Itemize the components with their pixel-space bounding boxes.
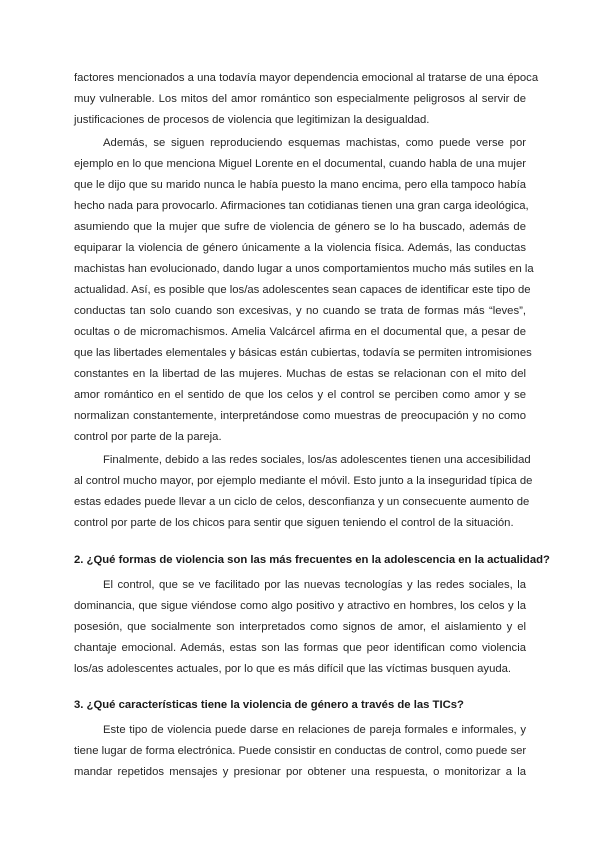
text-line: actualidad. Así, es posible que los/as adolescentes sean capaces de identificar este tipo de [74,284,531,296]
text-line: tiene lugar de forma electrónica. Puede consistir en conductas de control, como puede ser [74,745,527,757]
text-line: que las libertades elementales y básicas están cubiertas, todavía se permiten intromisiones [74,347,532,359]
text-line: ocultas o de micromachismos. Amelia Valcárcel afirma en el documental que, a pesar de [74,326,526,338]
text-line: hecho nada para provocarlo. Afirmaciones tan cotidianas tienen una gran carga ideológica, [74,200,529,212]
text-line: ejemplo en lo que menciona Miguel Lorente en el documental, cuando habla de una mujer [74,158,526,170]
text-line: al control mucho mayor, por ejemplo mediante el móvil. Esto junto a la inseguridad típica de [74,475,533,487]
text-line: conductas tan solo cuando son excesivas, y no cuando se trata de formas más “leves”, [74,305,526,317]
text-line: control por parte de los chicos para sentir que siguen teniendo el control de la situación. [74,517,514,529]
text-line: amor romántico en el sentido de que los celos y el control se perciben como amor y se [74,389,526,401]
text-line: equiparar la violencia de género únicamente a la violencia física. Además, las conductas [74,242,526,254]
text-line: control por parte de la pareja. [74,431,222,443]
text-line: chantaje emocional. Además, estas son las formas que peor identifican como violencia [74,642,526,654]
text-line: los/as adolescentes actuales, por lo que es más difícil que las víctimas busquen ayuda. [74,663,512,675]
section-2-heading: 2. ¿Qué formas de violencia son las más frecuentes en la adolescencia en la actualidad? [74,554,550,566]
text-line: mandar repetidos mensajes y presionar por obtener una respuesta, o monitorizar a la [74,766,526,778]
text-line: muy vulnerable. Los mitos del amor romántico son especialmente peligrosos al servir de [74,93,526,105]
text-line: Además, se siguen reproduciendo esquemas machistas, como puede verse por [103,137,526,149]
text-line: normalizan constantemente, interpretándose como muestras de preocupación y no como [74,410,526,422]
text-line: posesión, que socialmente son interpretados como signos de amor, el aislamiento y el [74,621,526,633]
text-line: que le dijo que su marido nunca le había puesto la mano encima, pero ella tampoco había [74,179,526,191]
text-line: machistas han evolucionado, dando lugar a unos comportamientos mucho más sutiles en la [74,263,534,275]
text-line: Finalmente, debido a las redes sociales, los/as adolescentes tienen una accesibilidad [103,454,531,466]
text-line: estas edades puede llevar a un ciclo de celos, desconfianza y un consecuente aumento de [74,496,530,508]
text-line: factores mencionados a una todavía mayor dependencia emocional al tratarse de una época [74,72,539,84]
text-line: El control, que se ve facilitado por las nuevas tecnologías y las redes sociales, la [103,579,526,591]
text-line: asumiendo que la mujer que sufre de violencia de género se lo ha buscado, además de [74,221,526,233]
text-line: Este tipo de violencia puede darse en relaciones de pareja formales e informales, y [103,724,526,736]
text-line: justificaciones de procesos de violencia que legitimizan la desigualdad. [74,114,430,126]
section-3-heading: 3. ¿Qué características tiene la violencia de género a través de las TICs? [74,699,464,711]
text-line: dominancia, que sigue viéndose como algo positivo y atractivo en hombres, los celos y la [74,600,526,612]
text-line: constantes en la libertad de las mujeres. Muchas de estas se relacionan con el mito del [74,368,526,380]
